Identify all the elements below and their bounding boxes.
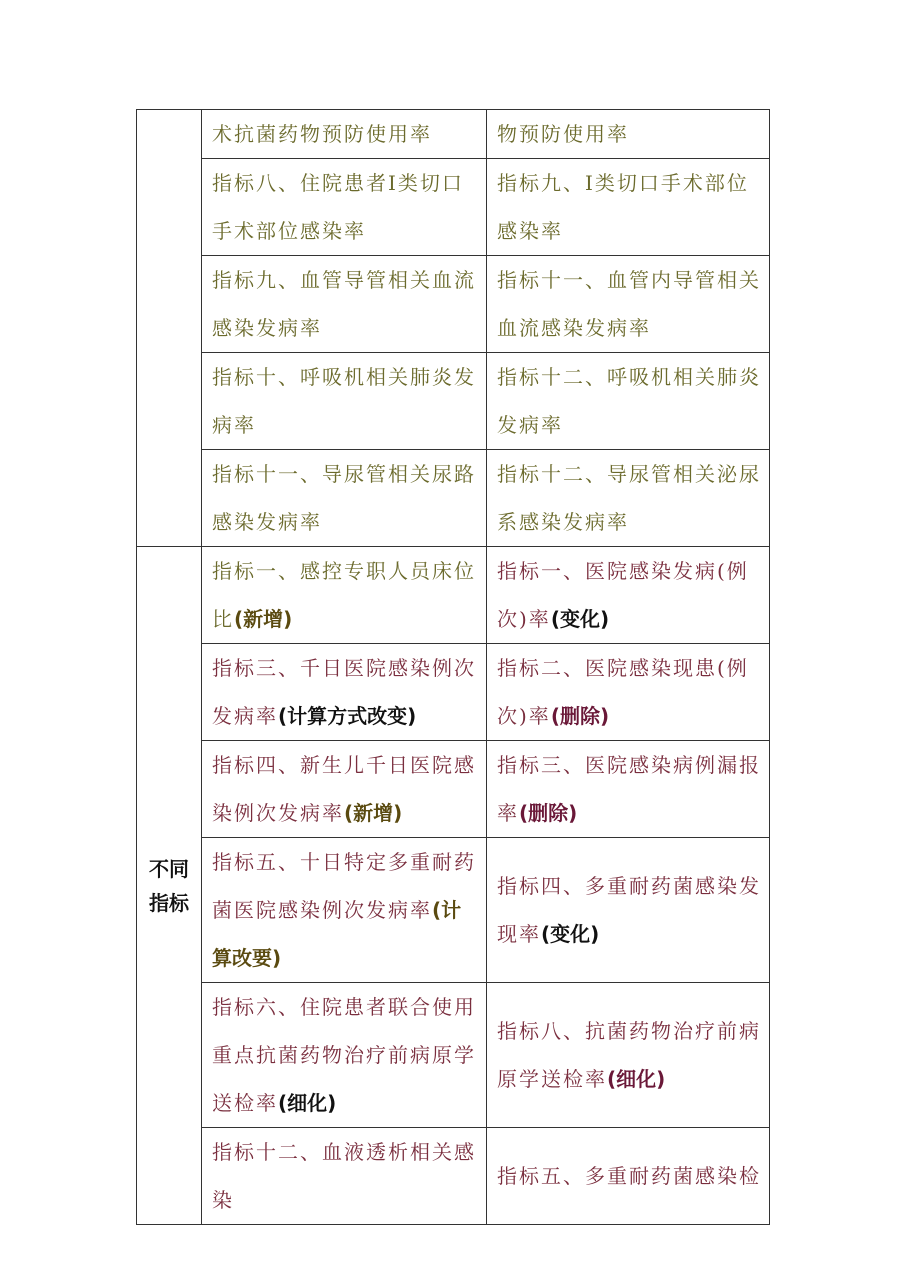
category-cell-different (137, 547, 202, 1225)
left-indicator-cell: 术抗菌药物预防使用率 (202, 110, 487, 159)
change-note: (新增) (344, 801, 403, 825)
left-indicator-cell: 指标五、十日特定多重耐药菌医院感染例次发病率(计算改要) (202, 838, 487, 983)
left-indicator-cell: 指标十二、血液透析相关感染 (202, 1128, 487, 1225)
table-row (137, 644, 770, 741)
right-indicator-cell: 指标五、多重耐药菌感染检 (487, 1128, 770, 1225)
category-label-line-1: 不同 (149, 856, 189, 881)
table-row (137, 450, 770, 547)
left-indicator-cell: 指标十、呼吸机相关肺炎发病率 (202, 353, 487, 450)
left-indicator-cell: 指标三、千日医院感染例次发病率(计算方式改变) (202, 644, 487, 741)
table-row (137, 547, 770, 644)
right-indicator-cell: 指标四、多重耐药菌感染发现率(变化) (487, 838, 770, 983)
change-note: (删除) (550, 704, 610, 728)
left-indicator-cell: 指标八、住院患者Ⅰ类切口手术部位感染率 (202, 159, 487, 256)
table-row (137, 741, 770, 838)
change-note: (细化) (278, 1091, 337, 1115)
right-indicator-cell: 指标八、抗菌药物治疗前病原学送检率(细化) (487, 983, 770, 1128)
left-indicator-cell: 指标六、住院患者联合使用重点抗菌药物治疗前病原学送检率(细化) (202, 983, 487, 1128)
category-label-line-2: 指标 (149, 890, 189, 915)
right-indicator-cell: 指标三、医院感染病例漏报率(删除) (487, 741, 770, 838)
right-indicator-cell: 指标十一、血管内导管相关血流感染发病率 (487, 256, 770, 353)
table-row (137, 838, 770, 983)
table-row (137, 1128, 770, 1225)
left-indicator-cell: 指标九、血管导管相关血流感染发病率 (202, 256, 487, 353)
right-indicator-cell: 指标十二、呼吸机相关肺炎发病率 (487, 353, 770, 450)
right-indicator-cell: 指标十二、导尿管相关泌尿系感染发病率 (487, 450, 770, 547)
right-indicator-cell: 指标九、Ⅰ类切口手术部位感染率 (487, 159, 770, 256)
table-row (137, 983, 770, 1128)
table-row (137, 353, 770, 450)
change-note: (计算改要) (212, 898, 462, 970)
table-row (137, 110, 770, 159)
category-cell-same (137, 110, 202, 547)
table-row (137, 256, 770, 353)
right-indicator-cell: 指标二、医院感染现患(例次)率(删除) (487, 644, 770, 741)
change-note: (新增) (234, 607, 293, 631)
change-note: (删除) (519, 801, 578, 825)
left-indicator-cell: 指标一、感控专职人员床位比(新增) (202, 547, 487, 644)
left-indicator-cell: 指标十一、导尿管相关尿路感染发病率 (202, 450, 487, 547)
change-note: (计算方式改变) (278, 704, 417, 728)
comparison-table (136, 109, 770, 1225)
change-note: (变化) (550, 607, 610, 631)
change-note: (细化) (607, 1067, 666, 1091)
right-indicator-cell: 物预防使用率 (487, 110, 770, 159)
table-row (137, 159, 770, 256)
change-note: (变化) (541, 922, 600, 946)
left-indicator-cell: 指标四、新生儿千日医院感染例次发病率(新增) (202, 741, 487, 838)
right-indicator-cell: 指标一、医院感染发病(例次)率(变化) (487, 547, 770, 644)
